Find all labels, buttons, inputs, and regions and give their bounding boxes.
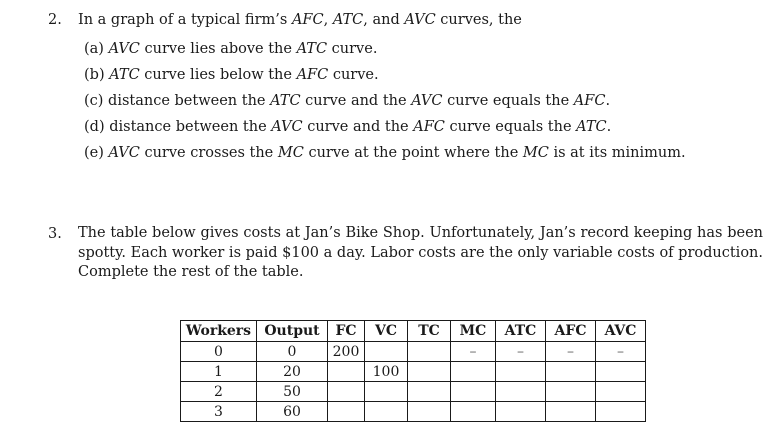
table-cell <box>408 342 451 362</box>
table-cell <box>546 382 596 402</box>
table-row <box>181 382 646 402</box>
question-number: 2. <box>48 12 62 28</box>
cost-table <box>180 320 646 422</box>
table-cell <box>328 362 365 382</box>
question-2 <box>48 10 763 166</box>
table-cell <box>496 402 546 422</box>
table-cell: 100 <box>365 362 408 382</box>
column-header-tc: TC <box>408 321 451 342</box>
table-cell: 2 <box>181 382 257 402</box>
table-row <box>181 362 646 382</box>
table-cell: 3 <box>181 402 257 422</box>
question-prompt: In a graph of a typical firm’s AFC, ATC, and AVC curves, the <box>78 12 522 28</box>
column-header-mc: MC <box>451 321 496 342</box>
column-header-output: Output <box>257 321 328 342</box>
table-cell: – <box>496 342 546 362</box>
table-cell: 0 <box>257 342 328 362</box>
table-cell <box>408 362 451 382</box>
option-a: (a) AVC curve lies above the ATC curve. <box>84 41 378 57</box>
table-cell: 200 <box>328 342 365 362</box>
table-cell <box>596 402 646 422</box>
table-cell <box>365 382 408 402</box>
table-cell: 0 <box>181 342 257 362</box>
table-cell: 60 <box>257 402 328 422</box>
table-cell <box>328 402 365 422</box>
table-cell <box>496 362 546 382</box>
option-b: (b) ATC curve lies below the AFC curve. <box>84 67 379 83</box>
question-3 <box>48 224 763 283</box>
column-header-fc: FC <box>328 321 365 342</box>
column-header-afc: AFC <box>546 321 596 342</box>
table-header-row <box>181 321 646 342</box>
table-cell <box>546 362 596 382</box>
table-row <box>181 402 646 422</box>
table-cell: 1 <box>181 362 257 382</box>
column-header-vc: VC <box>365 321 408 342</box>
option-d: (d) distance between the AVC curve and the AFC curve equals the ATC. <box>84 119 612 135</box>
table-cell <box>496 382 546 402</box>
table-cell <box>408 382 451 402</box>
question-number: 3. <box>48 226 62 242</box>
table-cell: 20 <box>257 362 328 382</box>
answer-options <box>84 36 763 166</box>
table-cell: – <box>546 342 596 362</box>
table-cell <box>328 382 365 402</box>
option-e: (e) AVC curve crosses the MC curve at the point where the MC is at its minimum. <box>84 145 686 161</box>
table-cell <box>408 402 451 422</box>
table-cell <box>596 382 646 402</box>
table-cell <box>451 382 496 402</box>
table-cell: – <box>596 342 646 362</box>
table-cell <box>596 362 646 382</box>
table-row <box>181 342 646 362</box>
column-header-atc: ATC <box>496 321 546 342</box>
question-prompt: The table below gives costs at Jan’s Bike Shop. Unfortunately, Jan’s record keeping has been spotty. Each worker is paid $100 a day. Labor costs are the only variable costs of production. Complete the rest of the table. <box>78 225 763 280</box>
table-cell: 50 <box>257 382 328 402</box>
column-header-avc: AVC <box>596 321 646 342</box>
table-cell <box>546 402 596 422</box>
table-cell <box>451 362 496 382</box>
table-cell <box>365 342 408 362</box>
option-c: (c) distance between the ATC curve and the AVC curve equals the AFC. <box>84 93 611 109</box>
table-cell <box>365 402 408 422</box>
column-header-workers: Workers <box>181 321 257 342</box>
table-cell <box>451 402 496 422</box>
table-cell: – <box>451 342 496 362</box>
